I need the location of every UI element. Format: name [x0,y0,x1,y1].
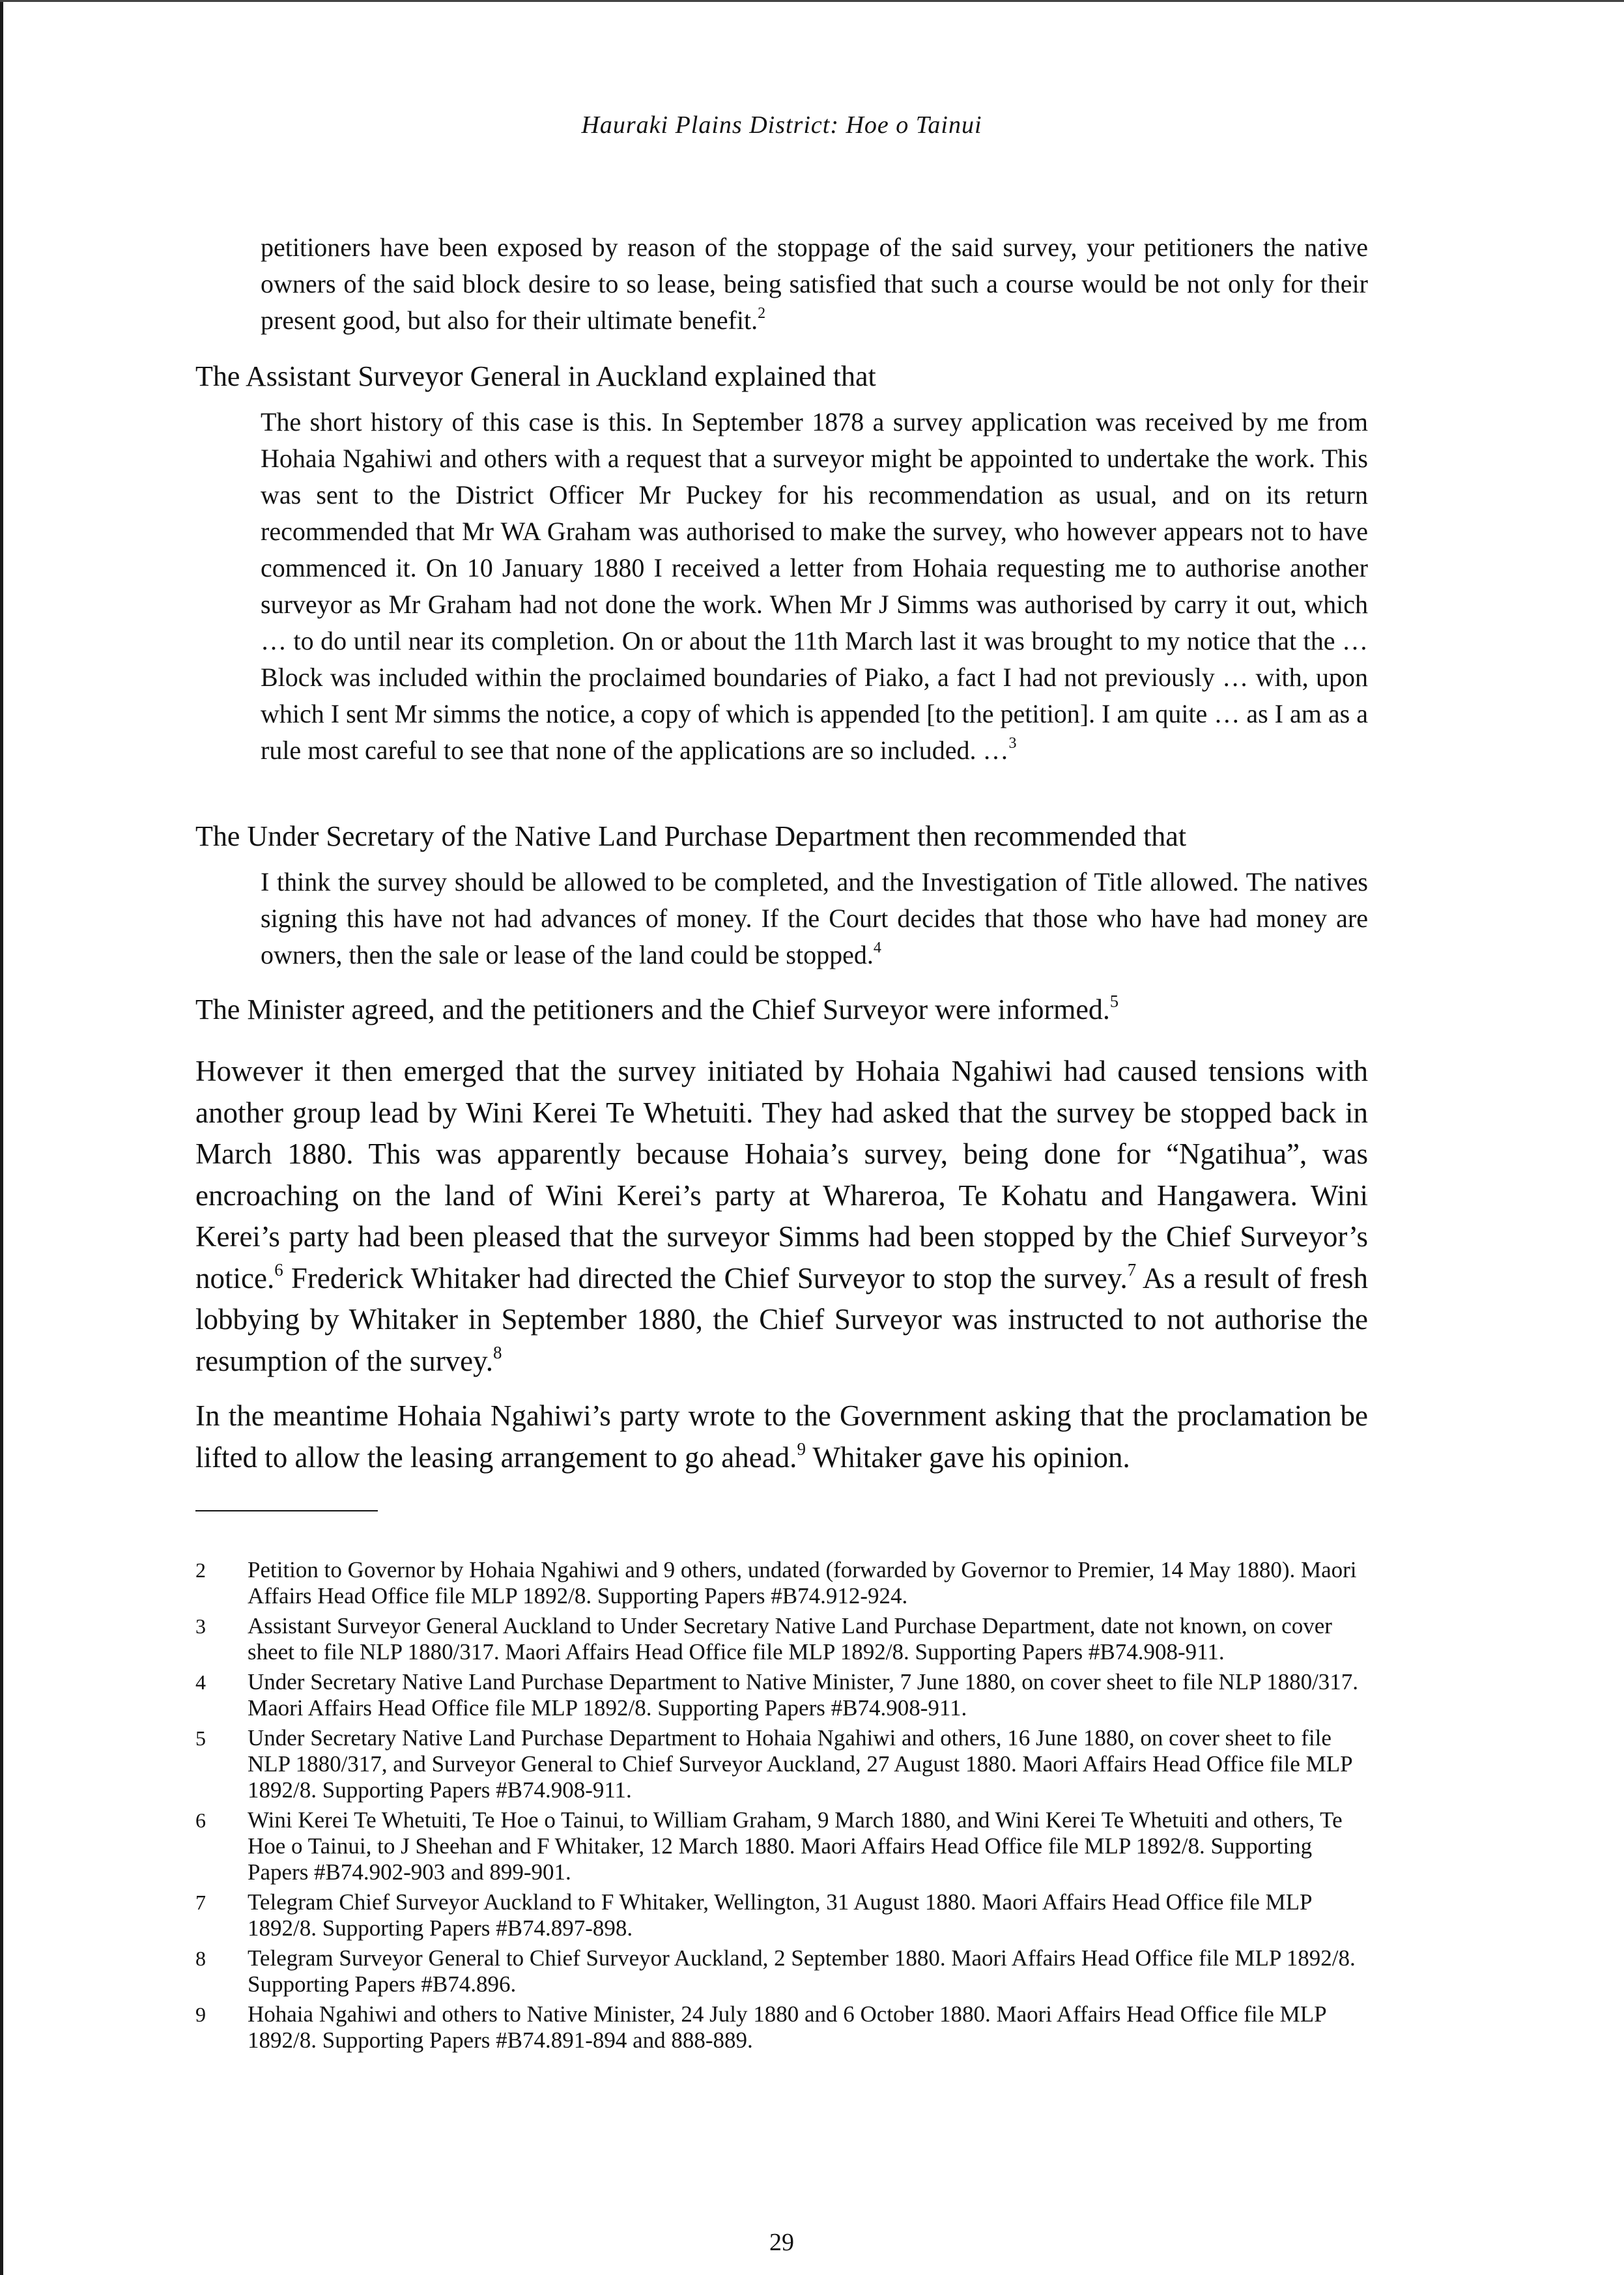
footnote-text: Assistant Surveyor General Auckland to Under Secretary Native Land Purchase Department, date not known, on cover sheet to file NLP 1880/317. Maori Affairs Head Office file MLP 1892/8. Supporting Papers #B74.908-911. [248,1613,1332,1665]
footnote [195,1725,1368,1803]
quote-text: The short history of this case is this. In September 1878 a survey application was received by me from Hohaia Ngahiwi and others with a request that a surveyor might be appointed to undertake the work. This was sent to the District Officer Mr Puckey for his recommendation as usual, and on its return recommended that Mr WA Graham was authorised to make the survey, who however appears not to have commenced it. On 10 January 1880 I received a letter from Hohaia requesting me to authorise another surveyor as Mr Graham had not done the work. When Mr J Simms was authorised by carry it out, which … to do until near its completion. On or about the 11th March last it was brought to my notice that the … Block was included within the proclaimed boundaries of Piako, a fact I had not previously … with, upon which I sent Mr simms the notice, a copy of which is appended [to the petition]. I am quite … as I am as a rule most careful to see that none of the applications are so included. … [261,407,1368,765]
footnote-number: 6 [195,1809,206,1832]
footnote-ref: 5 [1109,991,1119,1011]
footnote-text: Wini Kerei Te Whetuiti, Te Hoe o Tainui, to William Graham, 9 March 1880, and Wini Kerei Te Whetuiti and others, Te Hoe o Tainui, to J Sheehan and F Whitaker, 12 March 1880. Maori Affairs Head Office file MLP 1892/8. Supporting Papers #B74.902-903 and 899-901. [248,1807,1343,1885]
block-quote-under-secretary [261,864,1368,973]
footnote-number: 9 [195,2003,206,2026]
footnote [195,1807,1368,1885]
paragraph-text: Whitaker gave his opinion. [805,1440,1130,1474]
quote-text: I think the survey should be allowed to be completed, and the Investigation of Title allowed. The natives signing this have not had advances of money. If the Court decides that those who have had money are owners, then the sale or lease of the land could be stopped. [261,867,1368,969]
footnote-number: 2 [195,1558,206,1582]
footnote-number: 4 [195,1670,206,1694]
footnote-number: 3 [195,1614,206,1638]
intro-sentence: The Assistant Surveyor General in Auckland explained that [195,360,876,392]
footnote-ref: 7 [1127,1259,1137,1280]
body-paragraph [195,1051,1368,1382]
footnote-text: Hohaia Ngahiwi and others to Native Minister, 24 July 1880 and 6 October 1880. Maori Affairs Head Office file MLP 1892/8. Supporting Papers #B74.891-894 and 888-889. [248,2001,1326,2053]
footnote-ref: 9 [797,1438,806,1459]
intro-sentence: The Under Secretary of the Native Land Purchase Department then recommended that [195,820,1187,852]
scan-top-edge [0,0,1624,2]
paragraph-text: In the meantime Hohaia Ngahiwi’s party wrote to the Government asking that the proclamation be lifted to allow the leasing arrangement to go ahead. [195,1399,1368,1474]
footnote-number: 8 [195,1947,206,1970]
footnote [195,2001,1368,2053]
footnote [195,1889,1368,1941]
running-header: Hauraki Plains District: Hoe o Tainui [581,111,982,139]
page-number: 29 [769,2229,794,2256]
footnote-ref: 4 [873,939,881,957]
footnote [195,1669,1368,1721]
block-quote-petition [261,229,1368,339]
footnote-text: Under Secretary Native Land Purchase Department to Native Minister, 7 June 1880, on cover sheet to file NLP 1880/317. Maori Affairs Head Office file MLP 1892/8. Supporting Papers #B74.908-911. [248,1669,1359,1721]
footnote-ref: 8 [493,1342,502,1362]
footnote-text: Telegram Chief Surveyor Auckland to F Whitaker, Wellington, 31 August 1880. Maori Affairs Head Office file MLP 1892/8. Supporting Papers #B74.897-898. [248,1889,1312,1941]
footnote [195,1613,1368,1665]
footnote-text: Under Secretary Native Land Purchase Department to Hohaia Ngahiwi and others, 16 June 1880, on cover sheet to file NLP 1880/317, and Surveyor General to Chief Surveyor Auckland, 27 August 1880. Maori Affairs Head Office file MLP 1892/8. Supporting Papers #B74.908-911. [248,1725,1352,1803]
scan-left-edge [0,0,3,2275]
footnote-ref: 2 [758,305,766,322]
footnote [195,1557,1368,1609]
paragraph-text: However it then emerged that the survey initiated by Hohaia Ngahiwi had caused tensions with another group lead by Wini Kerei Te Whetuiti. They had asked that the survey be stopped back in March 1880. This was apparently because Hohaia’s survey, being done for “Ngatihua”, was encroaching on the land of Wini Kerei’s party at Whareroa, Te Kohatu and Hangawera. Wini Kerei’s party had been pleased that the surveyor Simms had been stopped by the Chief Surveyor’s notice. [195,1055,1368,1295]
footnote-number: 5 [195,1726,206,1750]
block-quote-surveyor [261,404,1368,769]
paragraph-text: As a result of fresh lobbying by Whitaker in September 1880, the Chief Surveyor was instructed to not authorise the resumption of the survey. [195,1261,1368,1377]
sentence-text: The Minister agreed, and the petitioners and the Chief Surveyor were informed. [195,994,1110,1025]
footnote-ref: 6 [274,1259,283,1280]
footnote-ref: 3 [1008,735,1017,752]
footnote [195,1945,1368,1997]
footnote-text: Telegram Surveyor General to Chief Surveyor Auckland, 2 September 1880. Maori Affairs Head Office file MLP 1892/8. Supporting Papers #B74.896. [248,1945,1356,1997]
footnotes [195,1557,1368,2057]
minister-sentence [195,990,1368,1029]
footnote-text: Petition to Governor by Hohaia Ngahiwi and 9 others, undated (forwarded by Governor to Premier, 14 May 1880). Maori Affairs Head Office file MLP 1892/8. Supporting Papers #B74.912-924. [248,1557,1357,1609]
body-paragraph [195,1395,1368,1478]
footnote-number: 7 [195,1891,206,1914]
paragraph-text: Frederick Whitaker had directed the Chief Surveyor to stop the survey. [283,1261,1128,1295]
quote-text: petitioners have been exposed by reason of the stoppage of the said survey, your petitioners the native owners of the said block desire to so lease, being satisfied that such a course would be not only for their present good, but also for their ultimate benefit. [261,233,1368,335]
footnote-separator [195,1510,378,1511]
